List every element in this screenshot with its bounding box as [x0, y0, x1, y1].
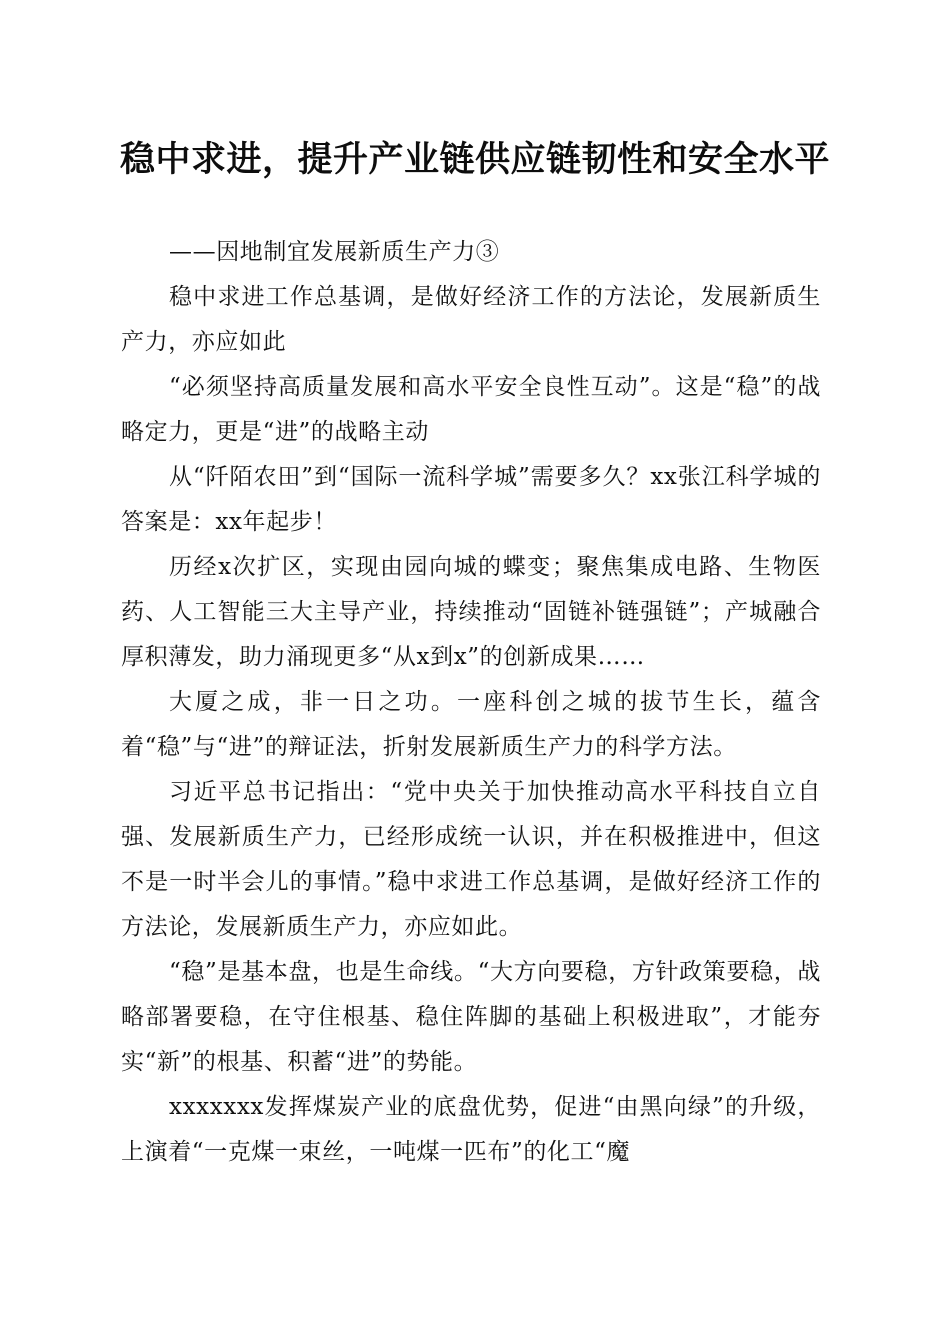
document-title: 稳中求进，提升产业链供应链韧性和安全水平 — [119, 139, 830, 180]
paragraph: 稳中求进工作总基调，是做好经济工作的方法论，发展新质生产力，亦应如此 — [121, 284, 821, 355]
paragraph: 大厦之成，非一日之功。一座科创之城的拔节生长，蕴含着“稳”与“进”的辩证法，折射发展新质生产力的科学方法。 — [121, 689, 821, 760]
document-subtitle: ——因地制宜发展新质生产力③ — [169, 239, 500, 265]
paragraph: “必须坚持高质量发展和高水平安全良性互动”。这是“稳”的战略定力，更是“进”的战略主动 — [121, 374, 821, 445]
paragraph: 习近平总书记指出：“党中央关于加快推动高水平科技自立自强、发展新质生产力，已经形成统一认识，并在积极推进中，但这不是一时半会儿的事情。”稳中求进工作总基调，是做好经济工作的方法论，发展新质生产力，亦应如此。 — [121, 779, 821, 940]
document-body — [121, 230, 821, 1175]
paragraph: 历经x次扩区，实现由园向城的蝶变；聚焦集成电路、生物医药、人工智能三大主导产业，持续推动“固链补链强链”；产城融合厚积薄发，助力涌现更多“从x到x”的创新成果…… — [121, 554, 821, 670]
paragraph: xxxxxxx发挥煤炭产业的底盘优势，促进“由黑向绿”的升级，上演着“一克煤一束丝，一吨煤一匹布”的化工“魔 — [121, 1094, 821, 1165]
paragraph: 从“阡陌农田”到“国际一流科学城”需要多久？xx张江科学城的答案是：xx年起步！ — [121, 464, 821, 535]
paragraph: “稳”是基本盘，也是生命线。“大方向要稳，方针政策要稳，战略部署要稳，在守住根基、稳住阵脚的基础上积极进取”，才能夯实“新”的根基、积蓄“进”的势能。 — [121, 959, 821, 1075]
